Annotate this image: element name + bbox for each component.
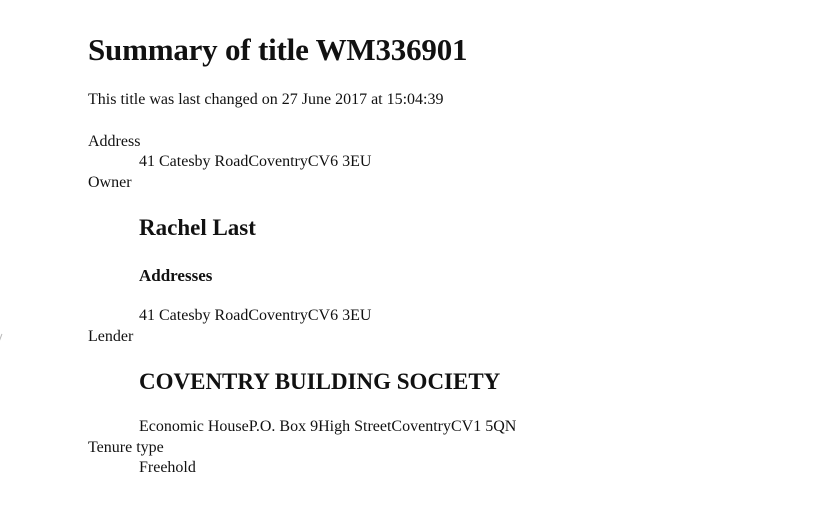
page-title: Summary of title WM336901 bbox=[88, 32, 468, 67]
address-value: 41 Catesby RoadCoventryCV6 3EU bbox=[139, 153, 372, 170]
last-changed-text: This title was last changed on 27 June 2017 at 15:04:39 bbox=[88, 91, 444, 108]
scan-mark bbox=[0, 334, 4, 343]
tenure-type-value: Freehold bbox=[139, 459, 196, 476]
owner-name: Rachel Last bbox=[139, 215, 256, 240]
owner-addresses-heading: Addresses bbox=[139, 266, 213, 285]
tenure-type-label: Tenure type bbox=[88, 439, 164, 456]
lender-name: COVENTRY BUILDING SOCIETY bbox=[139, 369, 501, 394]
owner-label: Owner bbox=[88, 174, 132, 191]
address-label: Address bbox=[88, 133, 141, 150]
lender-address-value: Economic HouseP.O. Box 9High StreetCoventryCV1 5QN bbox=[139, 418, 517, 435]
lender-label: Lender bbox=[88, 328, 134, 345]
owner-address-value: 41 Catesby RoadCoventryCV6 3EU bbox=[139, 307, 372, 324]
